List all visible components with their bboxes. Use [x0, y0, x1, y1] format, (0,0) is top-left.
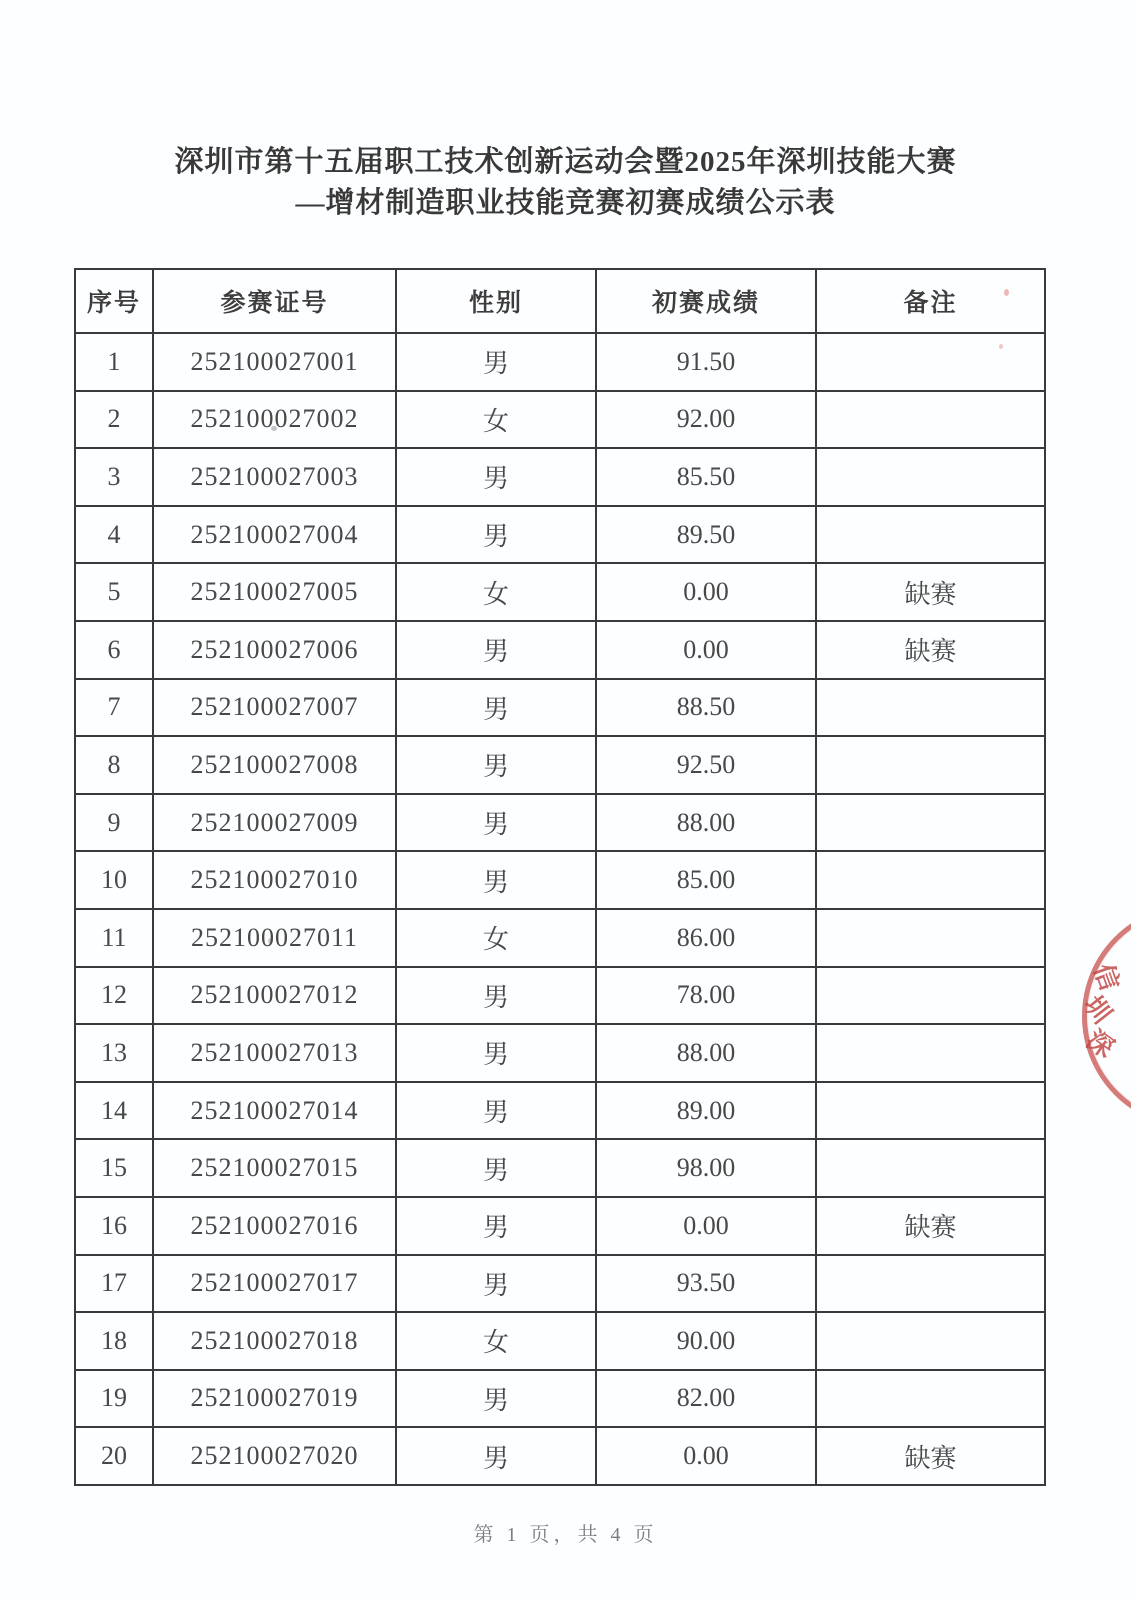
- cell-score: 88.50: [596, 679, 816, 737]
- cell-index: 4: [75, 506, 153, 564]
- red-seal-character: 信: [1088, 960, 1125, 995]
- cell-gender: 男: [396, 1024, 596, 1082]
- cell-participant-id: 252100027016: [153, 1197, 396, 1255]
- header-remark: 备注: [816, 269, 1045, 333]
- cell-remark: [816, 967, 1045, 1025]
- table-row: [75, 1024, 1045, 1082]
- cell-index: 15: [75, 1139, 153, 1197]
- table-row: [75, 909, 1045, 967]
- cell-participant-id: 252100027001: [153, 333, 396, 391]
- cell-participant-id: 252100027019: [153, 1370, 396, 1428]
- cell-remark: 缺赛: [816, 1427, 1045, 1485]
- cell-remark: [816, 1255, 1045, 1313]
- table-row: [75, 679, 1045, 737]
- cell-index: 5: [75, 563, 153, 621]
- table-row: [75, 967, 1045, 1025]
- cell-gender: 男: [396, 1197, 596, 1255]
- table-row: [75, 506, 1045, 564]
- table-row: [75, 736, 1045, 794]
- cell-remark: [816, 333, 1045, 391]
- cell-score: 0.00: [596, 563, 816, 621]
- cell-remark: [816, 448, 1045, 506]
- cell-index: 13: [75, 1024, 153, 1082]
- cell-remark: 缺赛: [816, 1197, 1045, 1255]
- table-row: [75, 1370, 1045, 1428]
- cell-participant-id: 252100027005: [153, 563, 396, 621]
- cell-score: 0.00: [596, 1197, 816, 1255]
- table-row: [75, 448, 1045, 506]
- cell-gender: 男: [396, 736, 596, 794]
- cell-index: 20: [75, 1427, 153, 1485]
- scan-noise-speck: [999, 344, 1003, 349]
- cell-participant-id: 252100027007: [153, 679, 396, 737]
- cell-remark: [816, 506, 1045, 564]
- cell-participant-id: 252100027014: [153, 1082, 396, 1140]
- cell-score: 86.00: [596, 909, 816, 967]
- scan-noise-speck: [271, 426, 277, 431]
- cell-index: 12: [75, 967, 153, 1025]
- cell-gender: 男: [396, 679, 596, 737]
- table-row: [75, 1312, 1045, 1370]
- cell-index: 2: [75, 391, 153, 449]
- cell-participant-id: 252100027004: [153, 506, 396, 564]
- cell-gender: 男: [396, 448, 596, 506]
- cell-participant-id: 252100027015: [153, 1139, 396, 1197]
- red-seal-character: 深: [1080, 1024, 1119, 1064]
- table-header-row: [75, 269, 1045, 333]
- header-score: 初赛成绩: [596, 269, 816, 333]
- table-row: [75, 621, 1045, 679]
- cell-remark: [816, 794, 1045, 852]
- scan-noise-speck: [268, 938, 273, 944]
- cell-score: 88.00: [596, 794, 816, 852]
- title-line-1: 深圳市第十五届职工技术创新运动会暨2025年深圳技能大赛: [174, 146, 957, 178]
- cell-gender: 男: [396, 1139, 596, 1197]
- scan-noise-speck: [1004, 289, 1009, 296]
- cell-remark: 缺赛: [816, 621, 1045, 679]
- cell-score: 92.50: [596, 736, 816, 794]
- cell-index: 16: [75, 1197, 153, 1255]
- results-table-head: [75, 269, 1045, 333]
- cell-gender: 女: [396, 563, 596, 621]
- cell-remark: 缺赛: [816, 563, 1045, 621]
- cell-score: 0.00: [596, 621, 816, 679]
- cell-remark: [816, 909, 1045, 967]
- cell-participant-id: 252100027011: [153, 909, 396, 967]
- red-seal-character: 圳: [1077, 990, 1117, 1029]
- cell-participant-id: 252100027009: [153, 794, 396, 852]
- cell-gender: 男: [396, 1370, 596, 1428]
- cell-remark: [816, 1082, 1045, 1140]
- cell-score: 92.00: [596, 391, 816, 449]
- table-row: [75, 794, 1045, 852]
- cell-gender: 男: [396, 621, 596, 679]
- cell-gender: 女: [396, 1312, 596, 1370]
- cell-index: 19: [75, 1370, 153, 1428]
- cell-remark: [816, 1370, 1045, 1428]
- results-table: [74, 268, 1046, 1486]
- cell-index: 10: [75, 851, 153, 909]
- cell-index: 11: [75, 909, 153, 967]
- table-row: [75, 333, 1045, 391]
- cell-remark: [816, 1024, 1045, 1082]
- table-row: [75, 1427, 1045, 1485]
- header-index: 序号: [75, 269, 153, 333]
- cell-index: 9: [75, 794, 153, 852]
- cell-gender: 男: [396, 506, 596, 564]
- cell-score: 89.50: [596, 506, 816, 564]
- cell-remark: [816, 679, 1045, 737]
- cell-gender: 男: [396, 967, 596, 1025]
- cell-gender: 女: [396, 909, 596, 967]
- cell-remark: [816, 1139, 1045, 1197]
- header-gender: 性别: [396, 269, 596, 333]
- cell-index: 3: [75, 448, 153, 506]
- cell-index: 8: [75, 736, 153, 794]
- cell-gender: 男: [396, 794, 596, 852]
- cell-index: 18: [75, 1312, 153, 1370]
- cell-participant-id: 252100027018: [153, 1312, 396, 1370]
- table-row: [75, 1139, 1045, 1197]
- header-participant-id: 参赛证号: [153, 269, 396, 333]
- cell-participant-id: 252100027006: [153, 621, 396, 679]
- cell-participant-id: 252100027008: [153, 736, 396, 794]
- table-row: [75, 391, 1045, 449]
- cell-participant-id: 252100027020: [153, 1427, 396, 1485]
- cell-participant-id: 252100027017: [153, 1255, 396, 1313]
- cell-score: 91.50: [596, 333, 816, 391]
- cell-index: 17: [75, 1255, 153, 1313]
- cell-participant-id: 252100027003: [153, 448, 396, 506]
- cell-participant-id: 252100027002: [153, 391, 396, 449]
- cell-score: 88.00: [596, 1024, 816, 1082]
- cell-score: 93.50: [596, 1255, 816, 1313]
- cell-index: 6: [75, 621, 153, 679]
- cell-score: 90.00: [596, 1312, 816, 1370]
- cell-gender: 男: [396, 1082, 596, 1140]
- table-row: [75, 563, 1045, 621]
- cell-remark: [816, 391, 1045, 449]
- cell-score: 85.50: [596, 448, 816, 506]
- cell-remark: [816, 1312, 1045, 1370]
- cell-gender: 女: [396, 391, 596, 449]
- cell-remark: [816, 736, 1045, 794]
- cell-score: 82.00: [596, 1370, 816, 1428]
- cell-score: 0.00: [596, 1427, 816, 1485]
- cell-index: 7: [75, 679, 153, 737]
- cell-participant-id: 252100027013: [153, 1024, 396, 1082]
- table-row: [75, 1082, 1045, 1140]
- table-row: [75, 851, 1045, 909]
- cell-gender: 男: [396, 851, 596, 909]
- table-row: [75, 1255, 1045, 1313]
- cell-score: 85.00: [596, 851, 816, 909]
- document-title: [0, 142, 1131, 224]
- cell-index: 14: [75, 1082, 153, 1140]
- cell-index: 1: [75, 333, 153, 391]
- table-row: [75, 1197, 1045, 1255]
- cell-score: 98.00: [596, 1139, 816, 1197]
- results-table-body: [75, 333, 1045, 1485]
- page-number-footer: 第 1 页，共 4 页: [473, 1524, 658, 1546]
- cell-gender: 男: [396, 333, 596, 391]
- cell-gender: 男: [396, 1255, 596, 1313]
- cell-participant-id: 252100027012: [153, 967, 396, 1025]
- cell-score: 89.00: [596, 1082, 816, 1140]
- title-line-2: —增材制造职业技能竞赛初赛成绩公示表: [295, 187, 836, 219]
- cell-participant-id: 252100027010: [153, 851, 396, 909]
- cell-gender: 男: [396, 1427, 596, 1485]
- cell-remark: [816, 851, 1045, 909]
- cell-score: 78.00: [596, 967, 816, 1025]
